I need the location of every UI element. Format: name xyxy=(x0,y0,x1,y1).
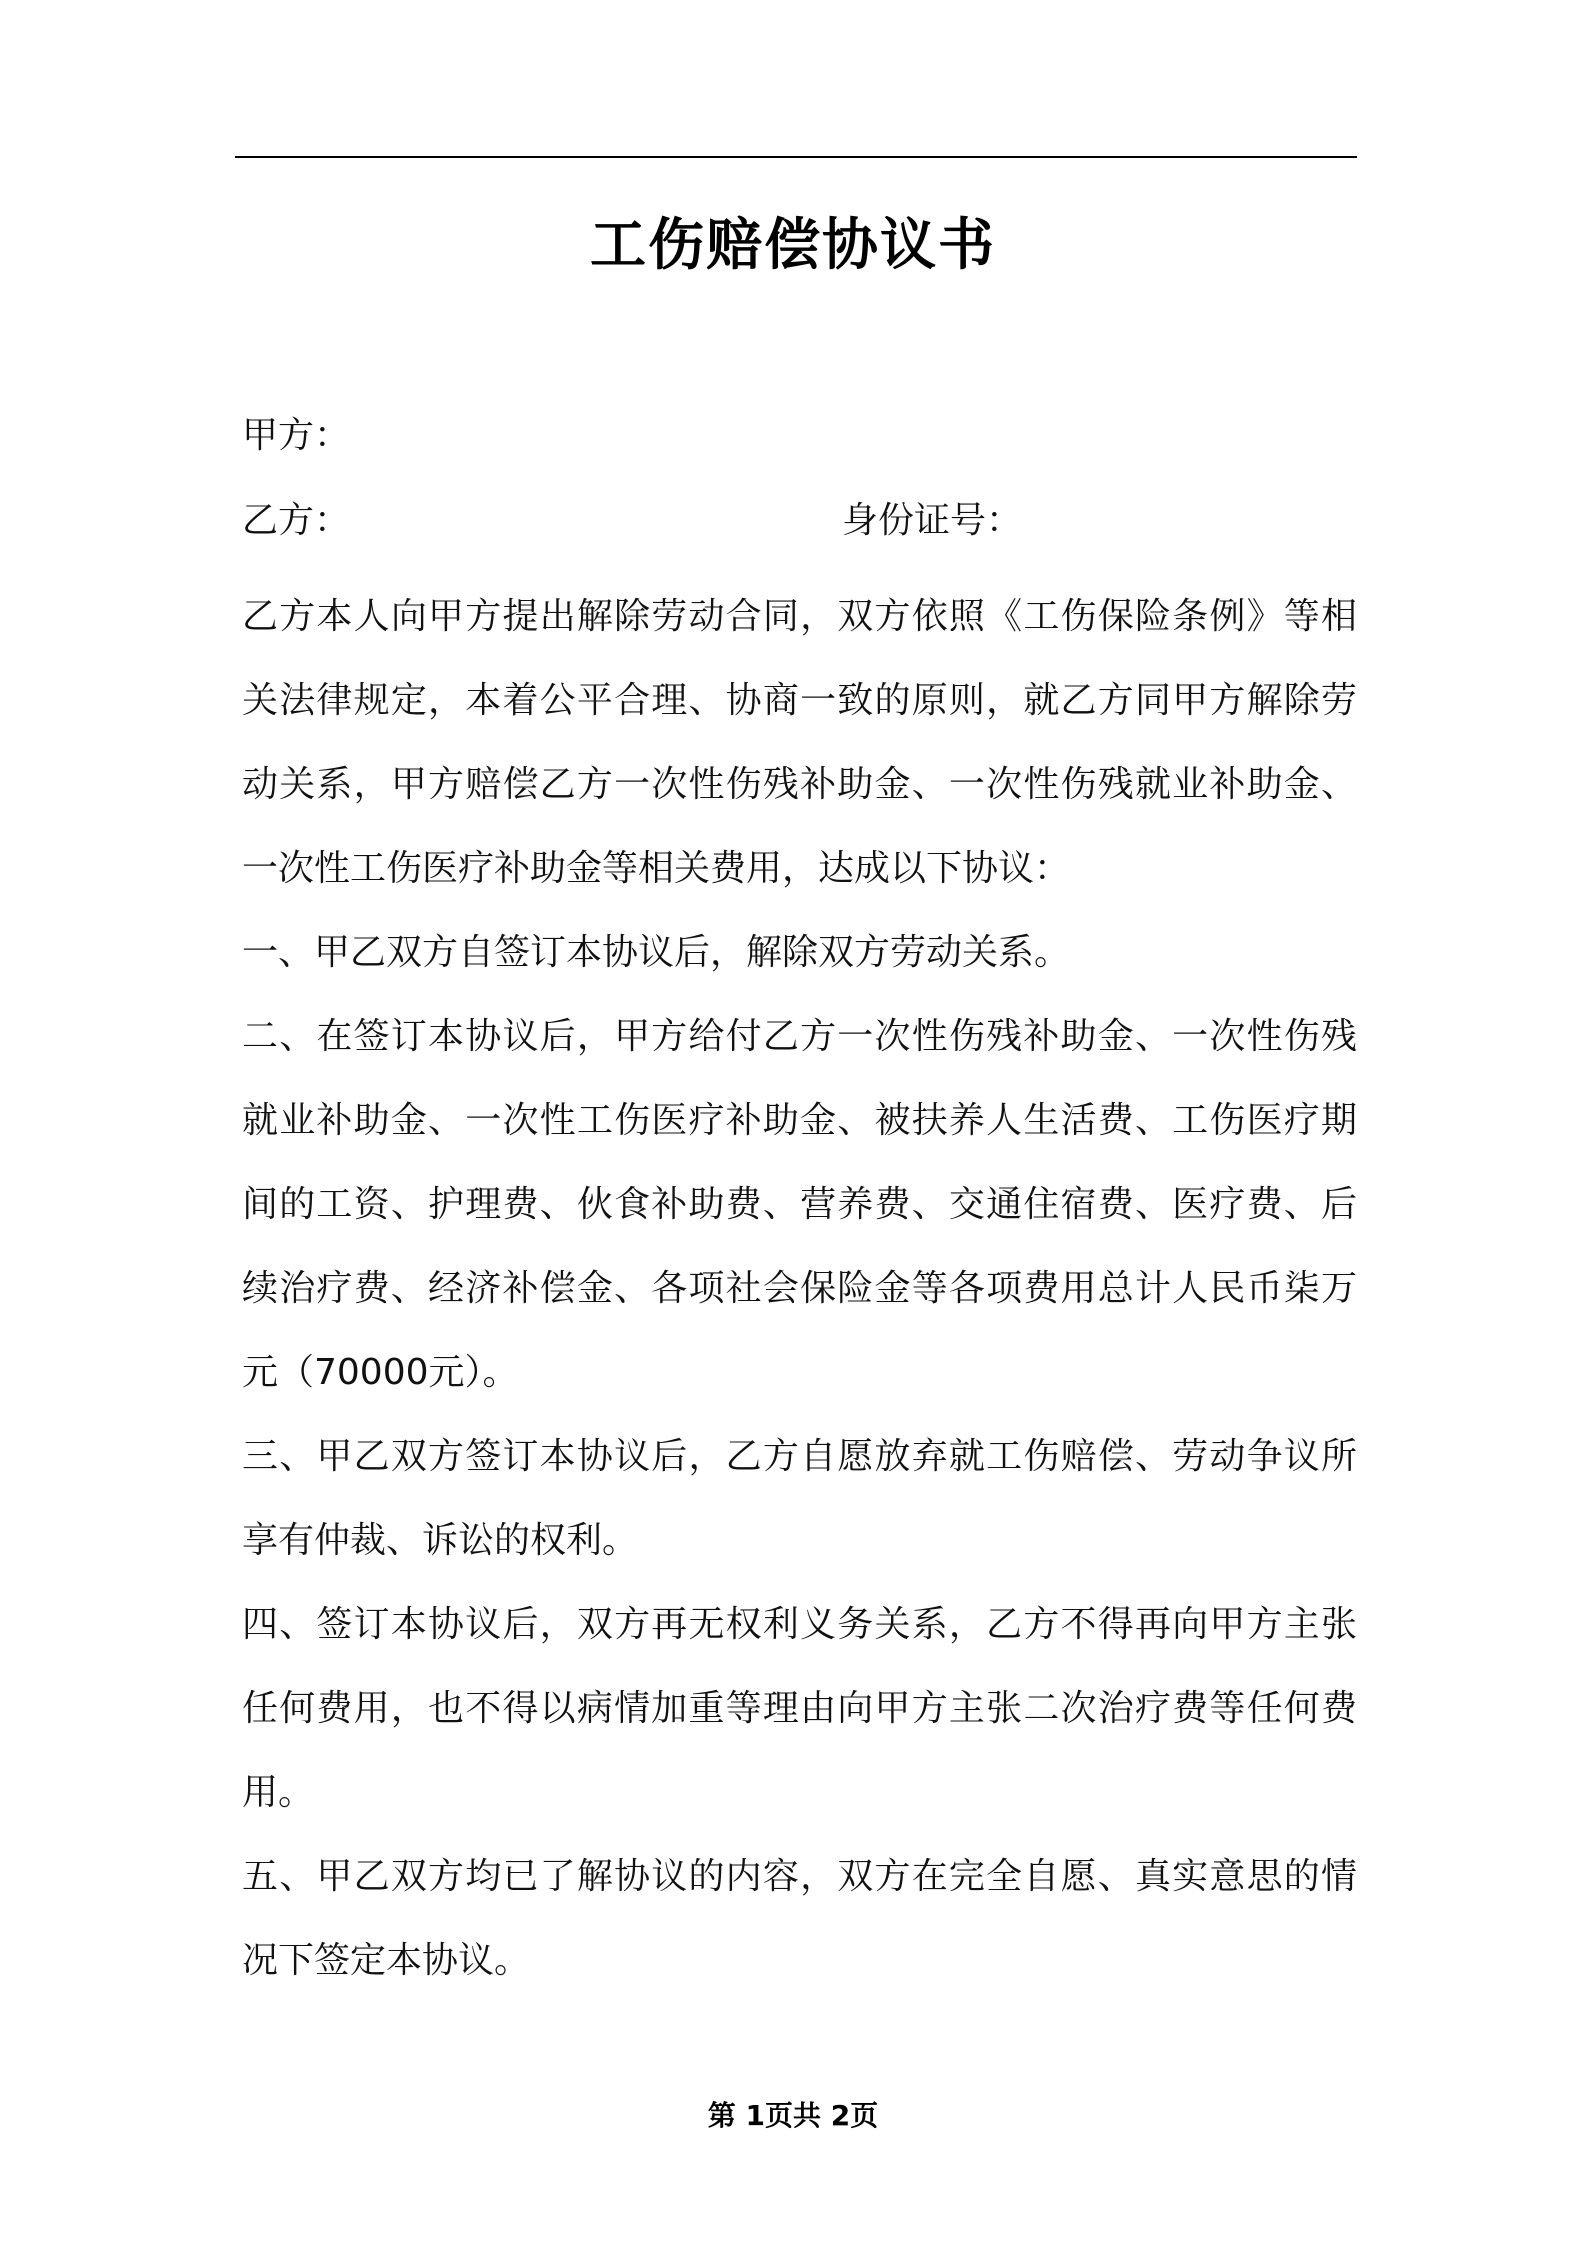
clause-5: 五、甲乙双方均已了解协议的内容，双方在完全自愿、真实意思的情况下签定本协议。 xyxy=(242,1856,1357,1981)
party-a-label: 甲方： xyxy=(242,415,351,456)
clause-1: 一、甲乙双方自签订本协议后，解除双方劳动关系。 xyxy=(242,932,1071,973)
page-indicator: 第 1页共 2页 xyxy=(707,2099,879,2132)
id-number-label: 身份证号： xyxy=(842,500,1023,541)
party-b-label: 乙方： xyxy=(242,500,351,541)
clause-4: 四、签订本协议后，双方再无权利义务关系，乙方不得再向甲方主张任何费用，也不得以病情加重等理由向甲方主张二次治疗费等任何费用。 xyxy=(242,1604,1357,1813)
agreement-body xyxy=(242,575,1357,2003)
clause-2: 二、在签订本协议后，甲方给付乙方一次性伤残补助金、一次性伤残就业补助金、一次性工伤医疗补助金、被扶养人生活费、工伤医疗期间的工资、护理费、伙食补助费、营养费、交通住宿费、医疗费、后续治疗费、经济补偿金、各项社会保险金等各项费用总计人民币柒万元（70000元）。 xyxy=(242,1016,1357,1393)
clause-3: 三、甲乙双方签订本协议后，乙方自愿放弃就工伤赔偿、劳动争议所享有仲裁、诉讼的权利。 xyxy=(242,1436,1357,1561)
header-rule xyxy=(235,156,1357,158)
document-title: 工伤赔偿协议书 xyxy=(590,213,996,278)
preamble-paragraph: 乙方本人向甲方提出解除劳动合同，双方依照《工伤保险条例》等相关法律规定，本着公平合理、协商一致的原则，就乙方同甲方解除劳动关系，甲方赔偿乙方一次性伤残补助金、一次性伤残就业补助金、一次性工伤医疗补助金等相关费用，达成以下协议： xyxy=(242,596,1357,889)
